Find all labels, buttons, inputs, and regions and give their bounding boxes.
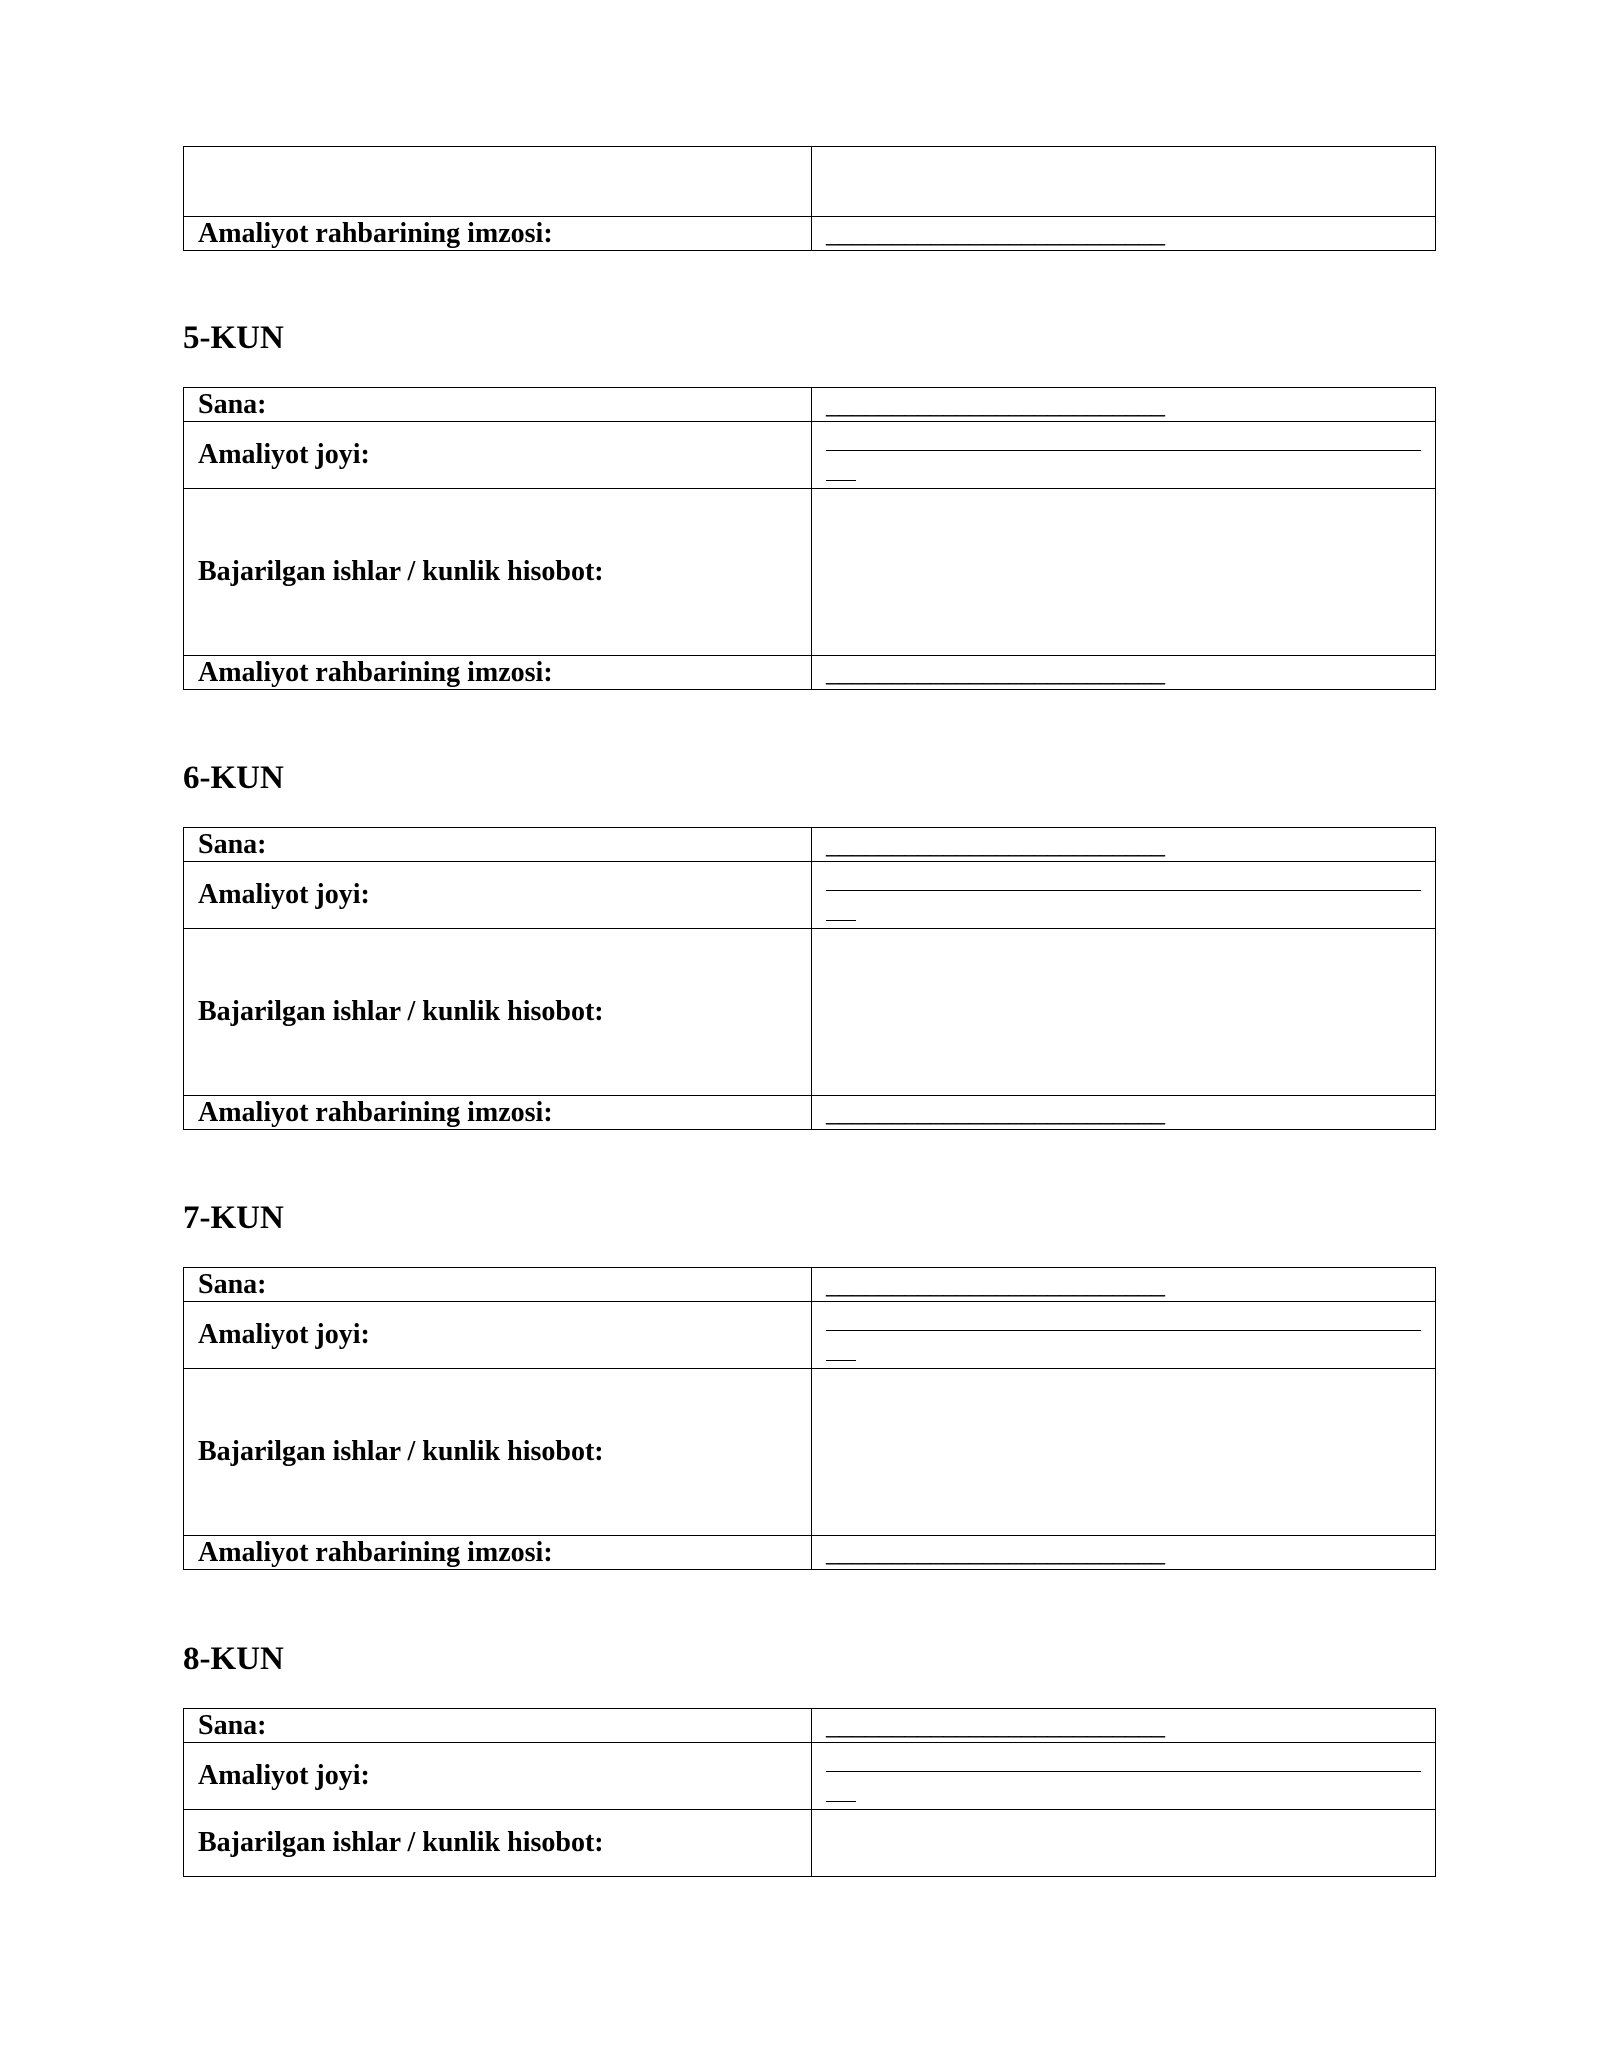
place-line — [826, 450, 1421, 451]
place-row — [184, 422, 1436, 489]
day-4-continuation-table — [183, 146, 1436, 251]
signature-label: Amaliyot rahbarining imzosi: — [184, 1536, 812, 1570]
report-label: Bajarilgan ishlar / kunlik hisobot: — [184, 929, 812, 1096]
signature-row — [184, 217, 1436, 251]
report-row — [184, 489, 1436, 656]
date-row — [184, 828, 1436, 862]
report-row — [184, 929, 1436, 1096]
place-row — [184, 1743, 1436, 1810]
place-row — [184, 1302, 1436, 1369]
signature-field[interactable] — [812, 1536, 1436, 1570]
date-label: Sana: — [184, 1268, 812, 1302]
date-field[interactable] — [812, 1709, 1436, 1743]
place-label: Amaliyot joyi: — [184, 1743, 812, 1810]
place-label: Amaliyot joyi: — [184, 422, 812, 489]
place-line — [826, 1330, 1421, 1331]
date-blank: __________________________ — [826, 388, 1164, 420]
signature-blank: __________________________ — [826, 1536, 1164, 1568]
place-line — [826, 1771, 1421, 1772]
date-label: Sana: — [184, 828, 812, 862]
place-line-tail — [826, 1360, 856, 1361]
report-label: Bajarilgan ishlar / kunlik hisobot: — [184, 1810, 812, 1877]
date-row — [184, 1709, 1436, 1743]
report-label-cell — [184, 147, 812, 217]
place-field[interactable] — [812, 862, 1436, 929]
date-row — [184, 1268, 1436, 1302]
report-label: Bajarilgan ishlar / kunlik hisobot: — [184, 489, 812, 656]
date-row — [184, 388, 1436, 422]
place-line-tail — [826, 920, 856, 921]
signature-row — [184, 1096, 1436, 1130]
day-6-table — [183, 827, 1436, 1130]
report-value-cell[interactable] — [812, 147, 1436, 217]
report-field[interactable] — [812, 489, 1436, 656]
signature-field[interactable] — [812, 1096, 1436, 1130]
day-heading: 7-KUN — [183, 1200, 284, 1236]
date-field[interactable] — [812, 388, 1436, 422]
report-row — [184, 1369, 1436, 1536]
day-5-table — [183, 387, 1436, 690]
report-row — [184, 1810, 1436, 1877]
report-row — [184, 147, 1436, 217]
date-blank: __________________________ — [826, 828, 1164, 860]
place-label: Amaliyot joyi: — [184, 862, 812, 929]
signature-field[interactable] — [812, 656, 1436, 690]
signature-blank: __________________________ — [826, 656, 1164, 688]
place-line-tail — [826, 480, 856, 481]
date-field[interactable] — [812, 828, 1436, 862]
signature-label: Amaliyot rahbarining imzosi: — [184, 1096, 812, 1130]
place-field[interactable] — [812, 1302, 1436, 1369]
report-field[interactable] — [812, 929, 1436, 1096]
day-heading: 6-KUN — [183, 760, 284, 796]
date-label: Sana: — [184, 1709, 812, 1743]
place-line-tail — [826, 1801, 856, 1802]
place-field[interactable] — [812, 422, 1436, 489]
place-label: Amaliyot joyi: — [184, 1302, 812, 1369]
signature-row — [184, 1536, 1436, 1570]
date-field[interactable] — [812, 1268, 1436, 1302]
place-line — [826, 890, 1421, 891]
signature-blank: __________________________ — [826, 1096, 1164, 1128]
signature-row — [184, 656, 1436, 690]
date-blank: __________________________ — [826, 1268, 1164, 1300]
date-label: Sana: — [184, 388, 812, 422]
day-7-table — [183, 1267, 1436, 1570]
report-label: Bajarilgan ishlar / kunlik hisobot: — [184, 1369, 812, 1536]
signature-field[interactable] — [812, 217, 1436, 251]
day-heading: 8-KUN — [183, 1641, 284, 1677]
signature-blank: __________________________ — [826, 217, 1164, 249]
signature-label: Amaliyot rahbarining imzosi: — [184, 656, 812, 690]
report-field[interactable] — [812, 1369, 1436, 1536]
signature-label: Amaliyot rahbarining imzosi: — [184, 217, 812, 251]
report-field[interactable] — [812, 1810, 1436, 1877]
place-row — [184, 862, 1436, 929]
day-heading: 5-KUN — [183, 320, 284, 356]
date-blank: __________________________ — [826, 1709, 1164, 1741]
place-field[interactable] — [812, 1743, 1436, 1810]
day-8-table — [183, 1708, 1436, 1877]
